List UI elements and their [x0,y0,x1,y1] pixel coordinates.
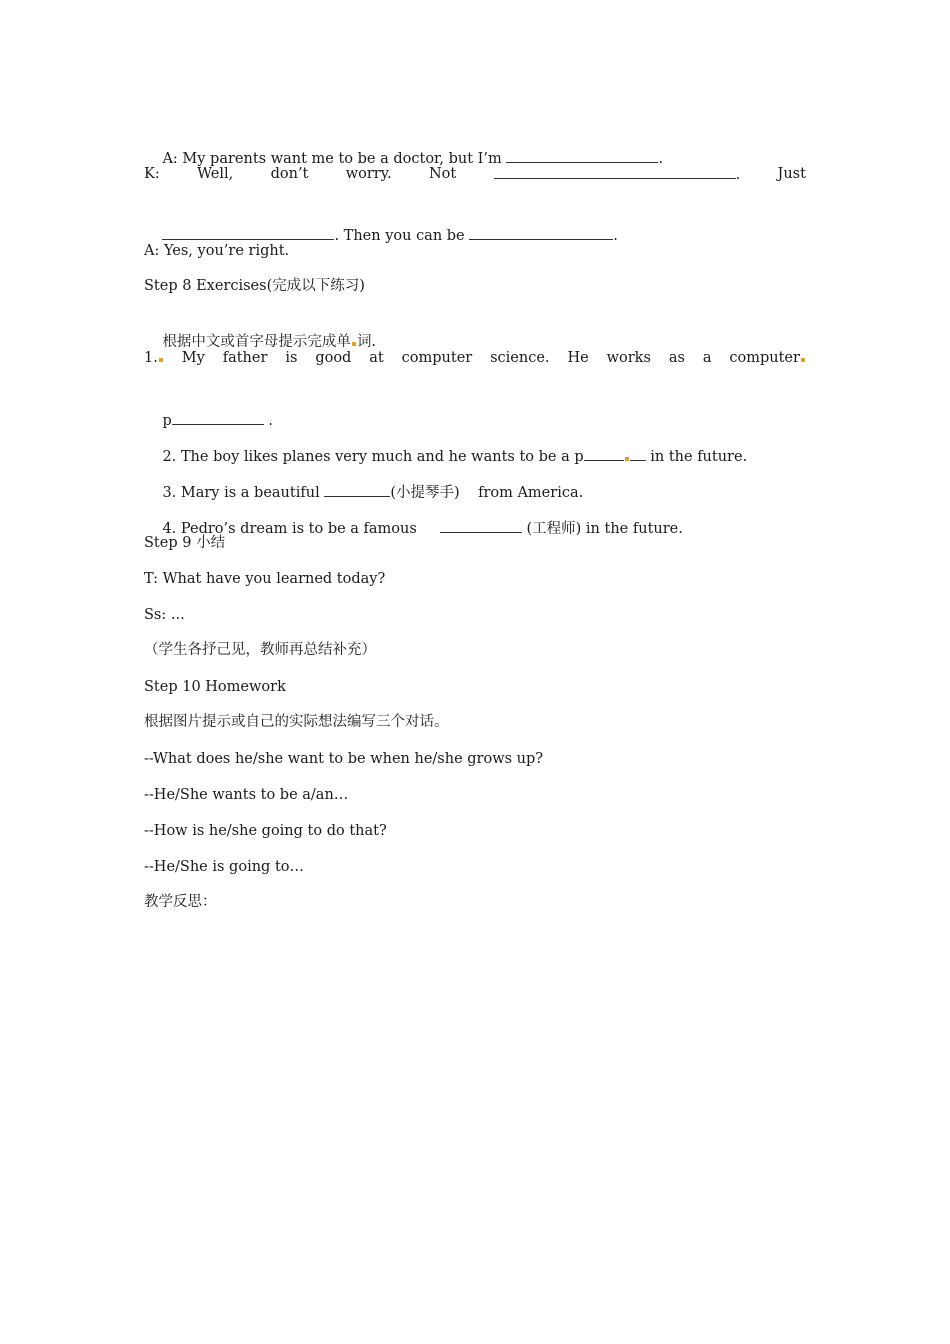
step10-instruction: 根据图片提示或自己的实际想法编写三个对话。 [144,714,449,730]
exercise-word: as [668,350,685,366]
exercise-text: 2. The boy likes planes very much and he wants to be a p [162,449,584,465]
answer-blank [630,446,646,461]
step9-students-line: Ss: ... [144,607,185,623]
step8-title: Step 8 Exercises(完成以下练习) [144,278,365,294]
exercise-1 [144,348,806,368]
exercise-word: good [315,350,352,366]
edit-mark [625,457,629,461]
dialogue-word: Well, [197,166,234,182]
instruction-text: 词. [356,334,377,350]
exercise-text: p [162,413,172,429]
dialogue-line-a2: A: Yes, you’re right. [144,243,290,259]
step9-teacher-line: T: What have you learned today? [144,571,386,587]
homework-line: --What does he/she want to be when he/she grows up? [144,751,544,767]
homework-line: --He/She wants to be a/an… [144,787,349,803]
exercise-text: in the future. [650,449,748,465]
exercise-hint: (小提琴手) [390,485,460,501]
dialogue-line-a1: A: My parents want me to be a doctor, but I’m . [144,128,663,189]
dialogue-word: don’t [270,166,309,182]
answer-blank [162,225,334,240]
step9-title: Step 9 小结 [144,535,226,551]
dialogue-text: . Then you can be [334,228,465,244]
exercise-word: He [567,350,589,366]
dialogue-word: K: [144,166,160,182]
exercise-word: computer [729,348,806,368]
answer-blank [172,410,264,425]
homework-line: --He/She is going to… [144,859,304,875]
edit-mark [352,342,356,346]
exercise-word: is [285,350,298,366]
exercise-word: father [222,350,268,366]
exercise-text: from America. [478,485,584,501]
homework-line: --How is he/she going to do that? [144,823,387,839]
step9-note: （学生各抒己见，教师再总结补充） [144,642,376,658]
exercise-word: 1. [144,348,164,368]
answer-blank [584,446,624,461]
exercise-word: at [369,350,384,366]
answer-blank [494,164,736,179]
exercise-word: a [702,350,712,366]
dialogue-word: worry. [345,166,392,182]
exercise-text: 3. Mary is a beautiful [162,485,320,501]
dialogue-line-k2: . Then you can be . [144,205,618,266]
answer-blank [324,482,390,497]
step10-title: Step 10 Homework [144,679,286,695]
teaching-reflection: 教学反思： [144,894,217,910]
exercise-word: My [181,350,205,366]
instruction-text: 根据中文或首字母提示完成单 [162,334,351,350]
answer-blank [440,518,522,533]
edit-mark [159,358,163,362]
exercise-word: computer [401,350,473,366]
exercise-text: in the future. [585,521,683,537]
answer-blank [469,225,613,240]
edit-mark [801,358,805,362]
dialogue-word: Not [428,166,457,182]
exercise-word: works [606,350,651,366]
answer-blank [506,148,658,163]
dialogue-text: A: My parents want me to be a doctor, but I’m [162,151,502,167]
dialogue-word: Just [777,166,806,182]
exercise-text: 4. Pedro’s dream is to be a famous [162,521,417,537]
exercise-hint: (工程师) [526,521,582,537]
answer-blank-group: . [494,164,741,185]
exercise-word: science. [490,350,550,366]
dialogue-line-k1 [144,164,806,185]
exercise-text: . [268,413,273,429]
